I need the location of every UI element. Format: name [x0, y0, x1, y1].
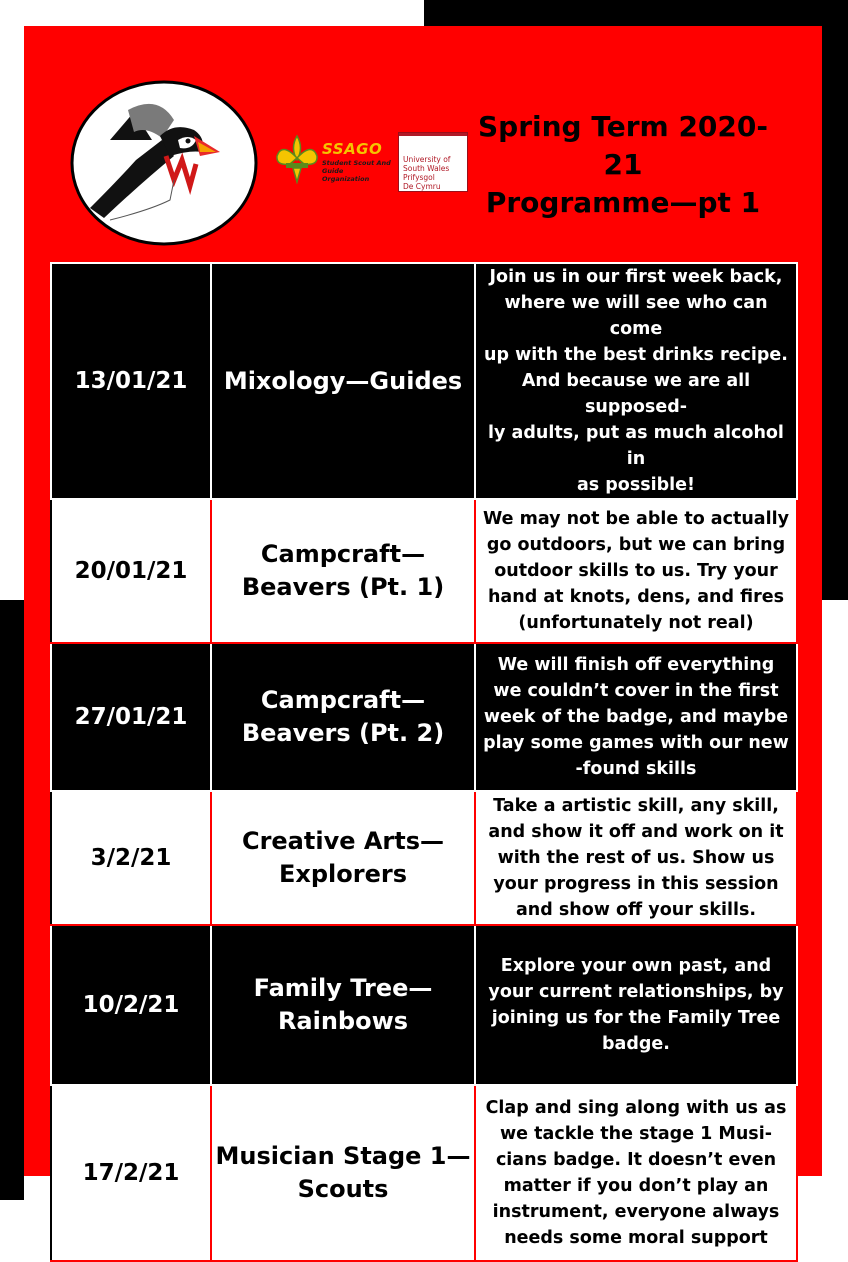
session-activity: [211, 263, 475, 499]
activity-line: Campcraft—: [260, 540, 426, 568]
session-activity: [211, 791, 475, 925]
activity-line: Rainbows: [277, 1007, 409, 1035]
session-description: [475, 791, 797, 925]
activity-line: Musician Stage 1—: [215, 1142, 471, 1170]
activity-line: Scouts: [297, 1175, 389, 1203]
session-activity: [211, 925, 475, 1085]
description-line: we couldn’t cover in the first: [493, 681, 779, 701]
description-line: where we will see who can come: [504, 293, 768, 339]
activity-line: Campcraft—: [260, 686, 426, 714]
session-date: 27/01/21: [51, 643, 211, 791]
description-line: outdoor skills to us. Try your: [494, 561, 778, 581]
description-line: play some games with our new: [483, 733, 789, 753]
description-line: as possible!: [576, 475, 696, 495]
description-line: up with the best drinks recipe.: [484, 345, 788, 365]
session-description: [475, 925, 797, 1085]
activity-line: Creative Arts—: [241, 827, 445, 855]
session-description: [475, 643, 797, 791]
description-line: We may not be able to actually: [482, 509, 790, 529]
activity-line: Family Tree—: [253, 974, 433, 1002]
background-black-block-right: [822, 0, 848, 600]
background-black-block-bottom-left: [0, 600, 24, 1200]
title-line-1: Spring Term 2020-21: [478, 110, 768, 181]
background-black-block-top: [424, 0, 848, 26]
description-line: go outdoors, but we can bring: [486, 535, 786, 555]
session-date: 20/01/21: [51, 499, 211, 643]
session-description: [475, 1085, 797, 1261]
description-line: and show off your skills.: [515, 900, 757, 920]
session-description: [475, 499, 797, 643]
description-line: your progress in this session: [493, 874, 779, 894]
description-line: Clap and sing along with us as: [485, 1098, 787, 1118]
description-line: needs some moral support: [504, 1228, 768, 1248]
description-line: your current relationships, by: [488, 982, 784, 1002]
table-row: [51, 925, 797, 1085]
table-row: [51, 643, 797, 791]
usw-logo: [398, 132, 468, 192]
usw-text: University of South Wales Prifysgol De Cymru: [403, 155, 451, 191]
activity-line: Explorers: [278, 860, 407, 888]
table-row: [51, 499, 797, 643]
session-date: 17/2/21: [51, 1085, 211, 1261]
description-line: Join us in our first week back,: [489, 267, 783, 287]
title-line-2: Programme—pt 1: [485, 186, 761, 219]
session-activity: [211, 643, 475, 791]
activity-line: Beavers (Pt. 2): [241, 719, 445, 747]
description-line: And because we are all supposed-: [521, 371, 751, 417]
activity-line: Beavers (Pt. 1): [241, 573, 445, 601]
description-line: Take a artistic skill, any skill,: [493, 796, 779, 816]
programme-table: [50, 262, 798, 1262]
description-line: Explore your own past, and: [500, 956, 772, 976]
description-line: and show it off and work on it: [488, 822, 784, 842]
description-line: badge.: [602, 1034, 670, 1054]
description-line: joining us for the Family Tree: [491, 1008, 781, 1028]
ssago-logo: [274, 134, 390, 184]
description-line: hand at knots, dens, and fires: [487, 587, 785, 607]
table-row: [51, 791, 797, 925]
session-date: 10/2/21: [51, 925, 211, 1085]
fleur-de-lis-icon: [274, 134, 320, 184]
session-description: [475, 263, 797, 499]
page-title: [468, 108, 778, 222]
description-line: cians badge. It doesn’t even: [495, 1150, 777, 1170]
description-line: -found skills: [575, 759, 697, 779]
session-activity: [211, 1085, 475, 1261]
description-line: matter if you don’t play an: [503, 1176, 769, 1196]
description-line: instrument, everyone always: [492, 1202, 780, 1222]
activity-line: Mixology—Guides: [223, 366, 463, 395]
ssago-name: SSAGO: [322, 140, 383, 158]
description-line: we tackle the stage 1 Musi-: [500, 1124, 772, 1144]
usw-mark-icon: [399, 133, 467, 153]
description-line: We will finish off everything: [497, 655, 775, 675]
session-activity: [211, 499, 475, 643]
session-date: 3/2/21: [51, 791, 211, 925]
ssago-subtitle: Student Scout And Guide Organization: [322, 159, 391, 183]
description-line: ly adults, put as much alcohol in: [488, 423, 784, 469]
description-line: week of the badge, and maybe: [483, 707, 789, 727]
puffin-logo: [70, 80, 258, 246]
description-line: with the rest of us. Show us: [497, 848, 775, 868]
table-row: [51, 263, 797, 499]
description-line: (unfortunately not real): [518, 613, 754, 633]
session-date: 13/01/21: [51, 263, 211, 499]
table-row: [51, 1085, 797, 1261]
